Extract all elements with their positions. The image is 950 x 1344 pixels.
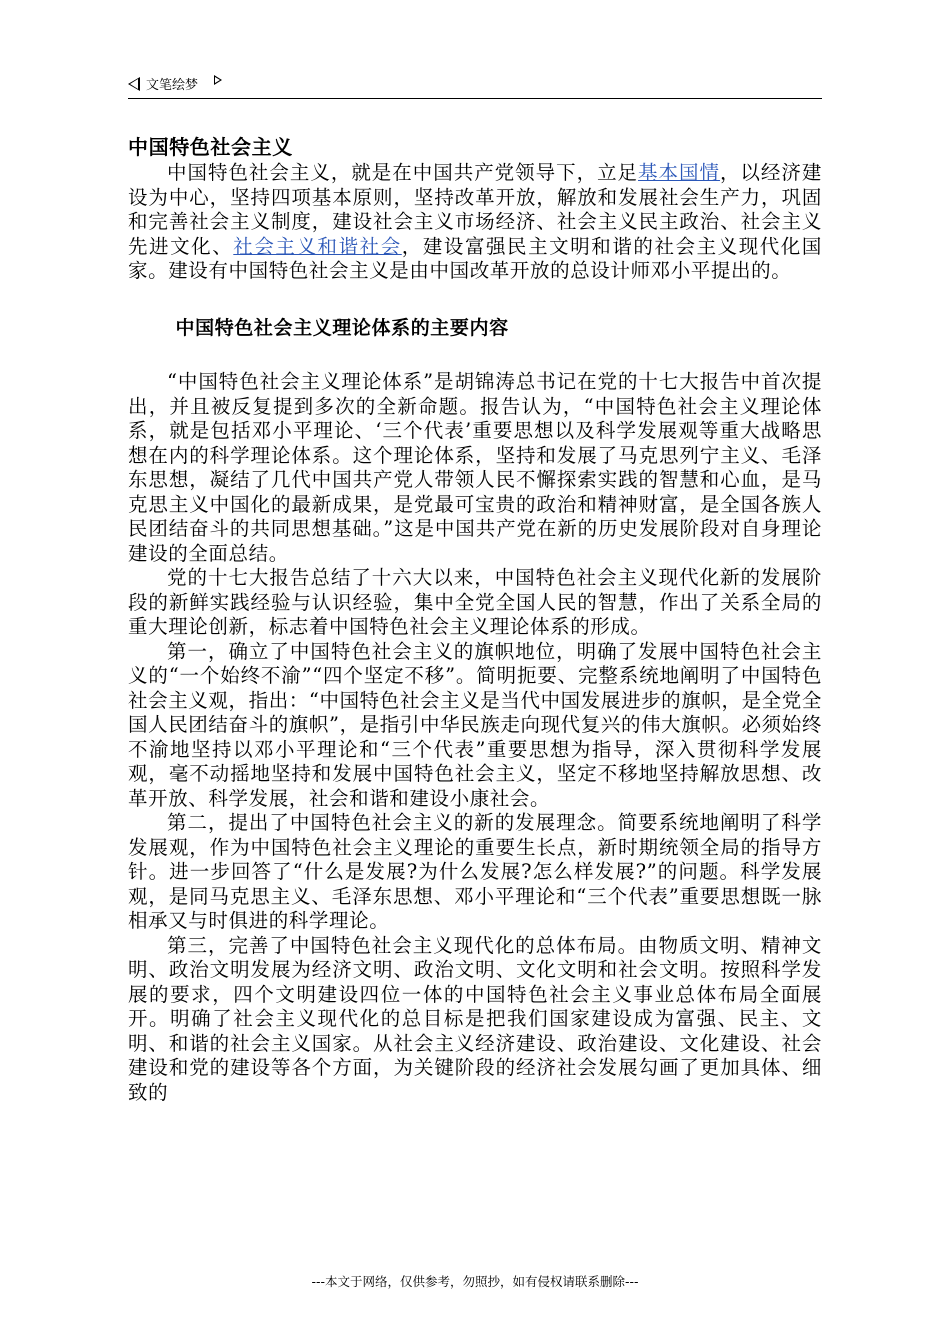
- triangle-right-icon: [214, 75, 222, 85]
- link-basic-national-conditions[interactable]: 基本国情: [638, 161, 720, 184]
- body-paragraph-1: “中国特色社会主义理论体系”是胡锦涛总书记在党的十七大报告中首次提出，并且被反复提到多次的全新命题。报告认为，“中国特色社会主义理论体系，就是包括邓小平理论、‘三个代表’重要思想以及科学发展观等重大战略思想在内的科学理论体系。这个理论体系，坚持和发展了马克思列宁主义、毛泽东思想，凝结了几代中国共产党人带领人民不懈探索实践的智慧和心血，是马克思主义中国化的最新成果，是党最可宝贵的政治和精神财富，是全国各族人民团结奋斗的共同思想基础。”这是中国共产党在新的历史发展阶段对自身理论建设的全面总结。: [128, 370, 822, 565]
- page-header: [128, 72, 822, 99]
- body-paragraph-4: 第二，提出了中国特色社会主义的新的发展理念。简要系统地阐明了科学发展观，作为中国特色社会主义理论的重要生长点，新时期统领全局的指导方针。进一步回答了“什么是发展?为什么发展?怎么样发展?”的问题。科学发展观，是同马克思主义、毛泽东思想、邓小平理论和“三个代表”重要思想既一脉相承又与时俱进的科学理论。: [128, 811, 822, 932]
- document-title: 中国特色社会主义: [128, 135, 293, 159]
- page-footer-disclaimer: ---本文于网络，仅供参考，勿照抄，如有侵权请联系删除---: [311, 1274, 639, 1289]
- body-paragraph-3: 第一，确立了中国特色社会主义的旗帜地位，明确了发展中国特色社会主义的“一个始终不渝”“四个坚定不移”。简明扼要、完整系统地阐明了中国特色社会主义观，指出：“中国特色社会主义是当代中国发展进步的旗帜，是全党全国人民团结奋斗的旗帜”，是指引中华民族走向现代复兴的伟大旗帜。必须始终不渝地坚持以邓小平理论和“三个代表”重要思想为指导，深入贯彻科学发展观，毫不动摇地坚持和发展中国特色社会主义，坚定不移地坚持解放思想、改革开放、科学发展，社会和谐和建设小康社会。: [128, 639, 822, 810]
- header-brand-group: [128, 74, 222, 93]
- intro-text-2: ，以经济建设为中心，坚持四项基本原则，坚持改革开放，解放和发展社会生产力，巩固和完善社会主义制度，建设社会主义市场经济、社会主义民主政治、社会主义先进文化、: [128, 161, 822, 258]
- body-paragraph-2: 党的十七大报告总结了十六大以来，中国特色社会主义现代化新的发展阶段的新鲜实践经验与认识经验，集中全党全国人民的智慧，作出了关系全局的重大理论创新，标志着中国特色社会主义理论体系的形成。: [128, 566, 822, 638]
- intro-text-3: ，建设富强民主文明和谐的社会主义现代化国家。建设有中国特色社会主义是由中国改革开放的总设计师邓小平提出的。: [128, 234, 822, 282]
- intro-text-1: 中国特色社会主义，就是在中国共产党领导下，立足: [167, 161, 639, 184]
- header-brand: 文笔绘梦: [146, 78, 199, 93]
- intro-paragraph: [128, 161, 822, 284]
- section-heading: 中国特色社会主义理论体系的主要内容: [175, 316, 509, 339]
- document-body: [128, 134, 822, 1105]
- triangle-left-icon: [128, 77, 140, 91]
- link-harmonious-society[interactable]: 社会主义和谐社会: [233, 234, 402, 258]
- body-paragraph-5: 第三，完善了中国特色社会主义现代化的总体布局。由物质文明、精神文明、政治文明发展为经济文明、政治文明、文化文明和社会文明。按照科学发展的要求，四个文明建设四位一体的中国特色社会主义事业总体布局全面展开。明确了社会主义现代化的总目标是把我们国家建设成为富强、民主、文明、和谐的社会主义国家。从社会主义经济建设、政治建设、文化建设、社会建设和党的建设等各个方面，为关键阶段的经济社会发展勾画了更加具体、细致的: [128, 933, 822, 1104]
